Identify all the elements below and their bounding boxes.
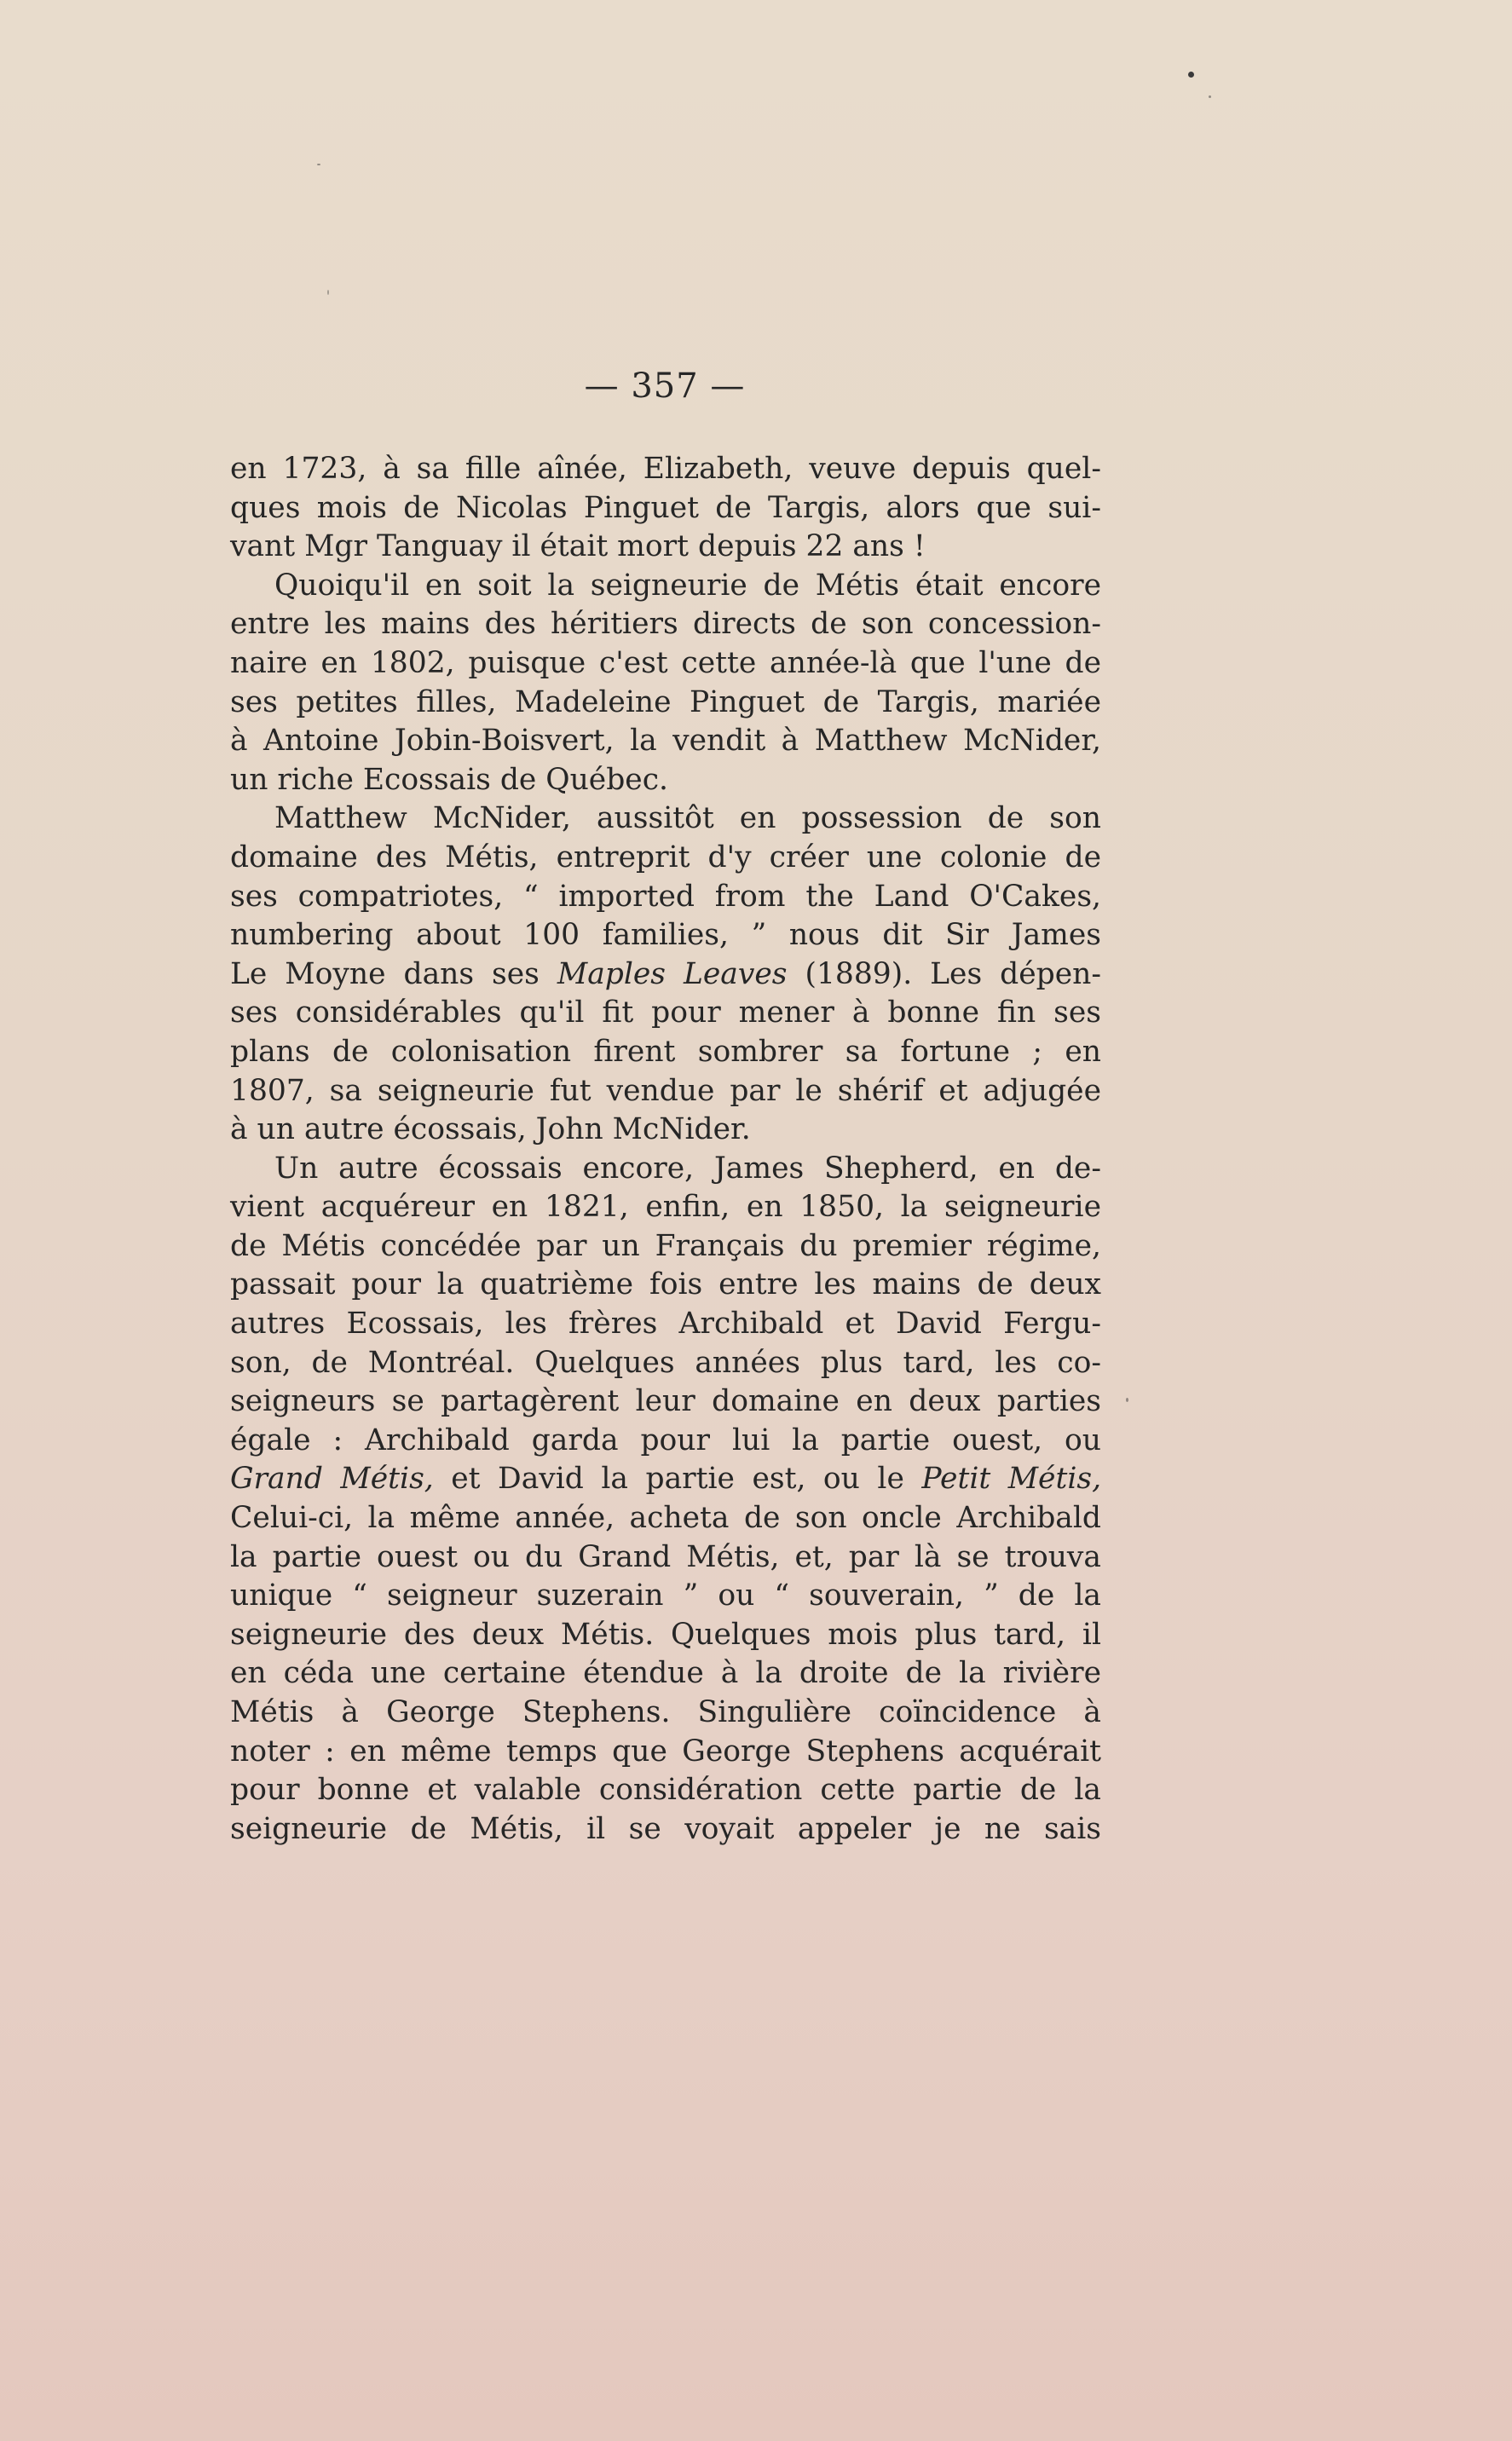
body-text — [230, 450, 1101, 1849]
text-line: seigneurie des deux Métis. Quelques mois plus tard, il — [230, 1617, 1101, 1652]
text-line: naire en 1802, puisque c'est cette année-là que l'une de — [230, 645, 1101, 680]
text-line: en 1723, à sa fille aînée, Elizabeth, veuve depuis quel- — [230, 452, 1101, 486]
text-line: numbering about 100 families, ” nous dit Sir James — [230, 918, 1101, 953]
text-line: domaine des Métis, entreprit d'y créer une colonie de — [230, 840, 1101, 874]
text-line: Quoiqu'il en soit la seigneurie de Métis était encore — [274, 568, 1101, 603]
text-line: en céda une certaine étendue à la droite de la rivière — [230, 1656, 1101, 1691]
text-line: égale : Archibald garda pour lui la partie ouest, ou — [230, 1422, 1101, 1457]
paragraph-3 — [230, 799, 1101, 1149]
paper-speck — [327, 290, 329, 295]
paragraph-2 — [230, 567, 1101, 800]
text-line: plans de colonisation firent sombrer sa fortune ; en — [230, 1034, 1101, 1069]
paper-speck — [1126, 1398, 1128, 1402]
text-line: 1807, sa seigneurie fut vendue par le shérif et adjugée — [230, 1073, 1101, 1108]
text-line: Celui-ci, la même année, acheta de son oncle Archibald — [230, 1501, 1101, 1536]
text-line: la partie ouest ou du Grand Métis, et, par là se trouva — [230, 1539, 1101, 1574]
text-line: Métis à George Stephens. Singulière coïncidence à — [230, 1695, 1101, 1729]
italic-place: Grand Métis, — [230, 1462, 434, 1497]
text-line: Matthew McNider, aussitôt en possession de son — [274, 801, 1101, 836]
text-line: Un autre écossais encore, James Shepherd, en de- — [274, 1151, 1101, 1186]
text-line: ses considérables qu'il fit pour mener à bonne fin ses — [230, 995, 1101, 1030]
text-line: passait pour la quatrième fois entre les mains de deux — [230, 1267, 1101, 1302]
italic-place: Petit Métis, — [921, 1462, 1102, 1497]
text-fragment: et David la partie est, ou le — [451, 1462, 904, 1497]
text-fragment: Le Moyne dans ses — [230, 956, 540, 991]
text-line: un riche Ecossais de Québec. — [230, 762, 668, 797]
text-line: entre les mains des héritiers directs de son concession- — [230, 607, 1101, 642]
text-line — [230, 1460, 1101, 1499]
text-line: seigneurie de Métis, il se voyait appeler je ne sais — [230, 1811, 1101, 1846]
text-line: à Antoine Jobin-Boisvert, la vendit à Matthew McNider, — [230, 724, 1101, 759]
paper-speck — [1188, 72, 1194, 78]
text-line: vant Mgr Tanguay il était mort depuis 22 ans ! — [230, 529, 926, 564]
text-line: son, de Montréal. Quelques années plus tard, les co- — [230, 1345, 1101, 1380]
text-line: à un autre écossais, John McNider. — [230, 1112, 751, 1147]
page-number: — 357 — — [584, 366, 746, 406]
text-line: noter : en même temps que George Stephens acquérait — [230, 1734, 1101, 1769]
paragraph-4 — [230, 1150, 1101, 1850]
text-line: ses petites filles, Madeleine Pinguet de Targis, mariée — [230, 684, 1101, 719]
paragraph-1 — [230, 450, 1101, 567]
text-line — [230, 955, 1101, 995]
text-line: unique “ seigneur suzerain ” ou “ souverain, ” de la — [230, 1578, 1101, 1613]
text-line: seigneurs se partagèrent leur domaine en deux parties — [230, 1384, 1101, 1419]
paper-speck — [1209, 95, 1211, 98]
italic-title: Maples Leaves — [557, 956, 788, 991]
text-line: vient acquéreur en 1821, enfin, en 1850, la seigneurie — [230, 1190, 1101, 1225]
text-line: ques mois de Nicolas Pinguet de Targis, alors que sui- — [230, 490, 1101, 525]
text-fragment: (1889). Les dépen- — [805, 956, 1102, 991]
text-line: de Métis concédée par un Français du premier régime, — [230, 1228, 1101, 1263]
text-line: autres Ecossais, les frères Archibald et David Fergu- — [230, 1307, 1101, 1342]
text-line: ses compatriotes, “ imported from the Land O'Cakes, — [230, 879, 1101, 914]
text-line: pour bonne et valable considération cette partie de la — [230, 1773, 1101, 1808]
paper-speck — [317, 164, 320, 165]
